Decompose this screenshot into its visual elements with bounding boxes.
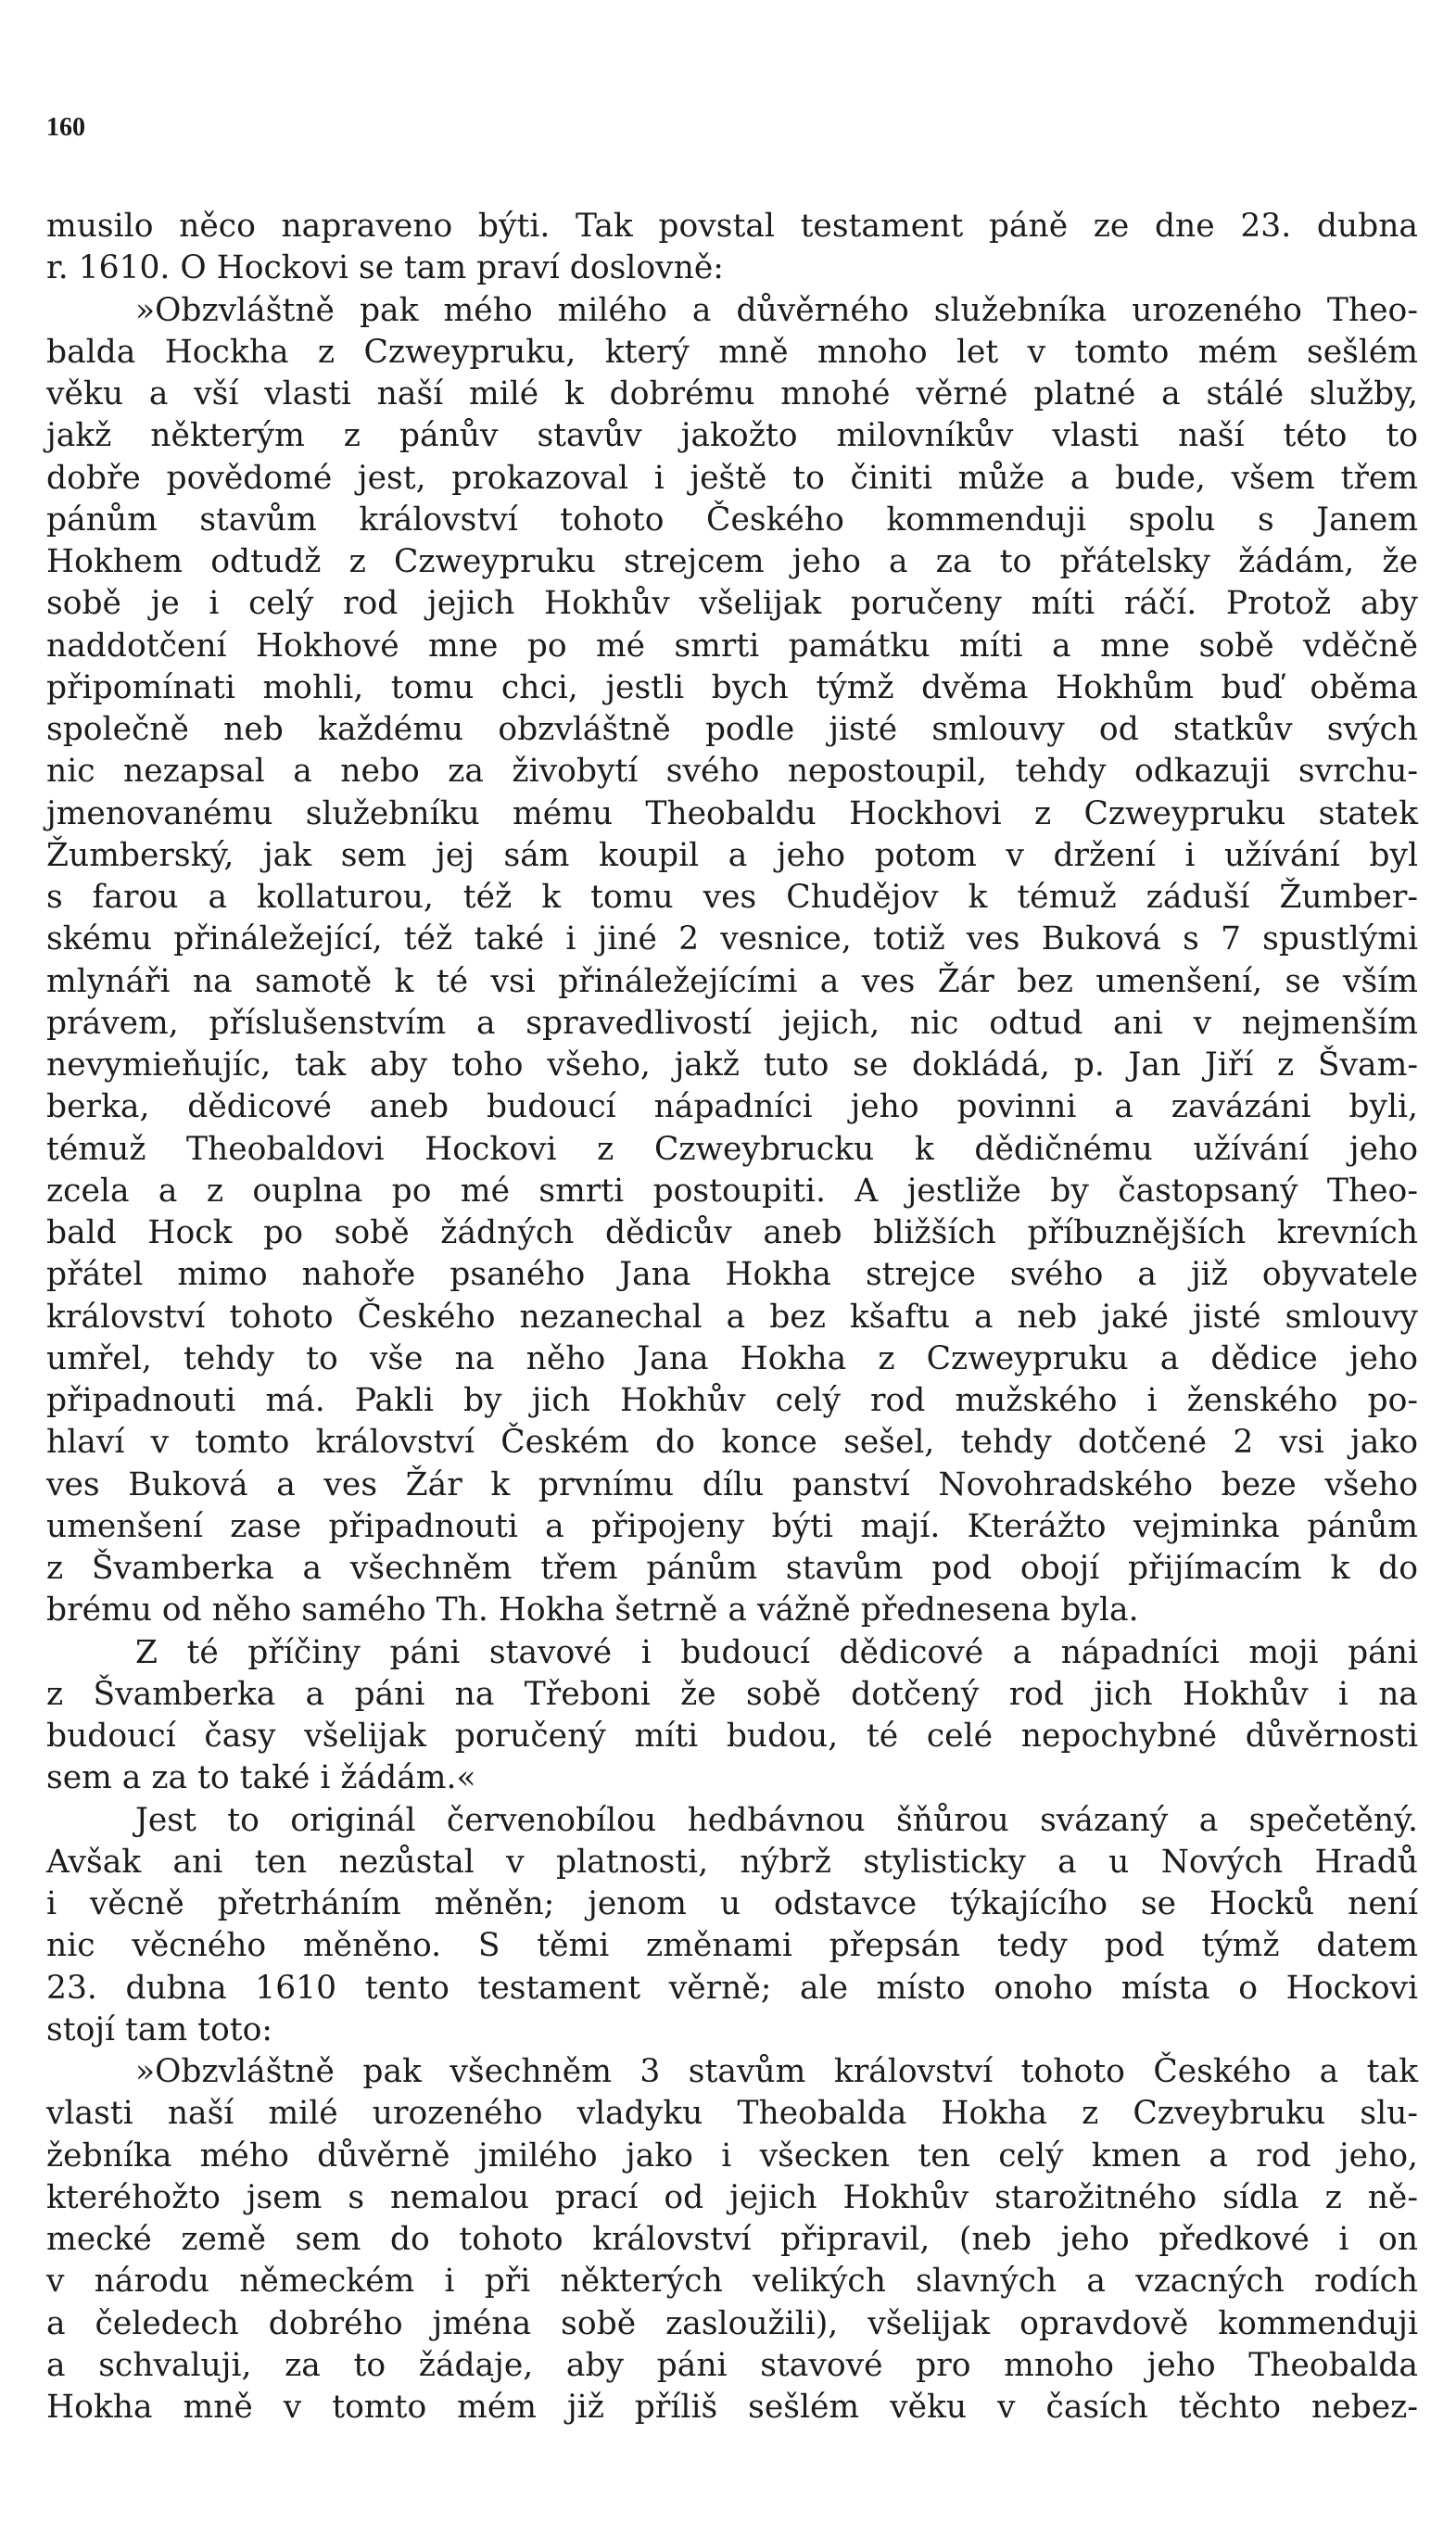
text-line: mecké země sem do tohoto království připravil, (neb jeho předkové i on	[46, 2221, 1418, 2258]
text-line: Z té příčiny páni stavové i budoucí dědicové a nápadníci moji páni	[135, 1633, 1418, 1671]
text-line: brému od něho samého Th. Hokha šetrně a vážně přednesena byla.	[46, 1591, 1139, 1629]
text-line: z Švamberka a všechněm třem pánům stavům pod obojí přijímacím k do	[46, 1550, 1418, 1587]
text-line: r. 1610. O Hockovi se tam praví doslovně:	[46, 249, 724, 287]
text-line: berka, dědicové aneb budoucí nápadníci jeho povinni a zavázáni byli,	[46, 1088, 1418, 1126]
text-line: umřel, tehdy to vše na něho Jana Hokha z Czweypruku a dědice jeho	[46, 1339, 1418, 1377]
text-line: přátel mimo nahoře psaného Jana Hokha strejce svého a již obyvatele	[46, 1256, 1418, 1294]
page-number: 160	[46, 113, 85, 142]
text-line: království tohoto Českého nezanechal a bez kšaftu a neb jaké jisté smlouvy	[46, 1298, 1418, 1336]
text-line: sobě je i celý rod jejich Hokhův všelijak poručeny míti ráčí. Protož aby	[46, 585, 1418, 623]
text-line: nic nezapsal a nebo za živobytí svého nepostoupil, tehdy odkazuji svrchu-	[46, 753, 1418, 791]
text-line: věku a vší vlasti naší milé k dobrému mnohé věrné platné a stálé služby,	[46, 375, 1418, 412]
text-line: jmenovanému služebníku mému Theobaldu Hockhovi z Czweypruku statek	[46, 794, 1418, 832]
text-line: Žumberský, jak sem jej sám koupil a jeho potom v držení i užívání byl	[46, 836, 1418, 874]
text-line: budoucí časy všelijak poručený míti budou, té celé nepochybné důvěrnosti	[46, 1718, 1418, 1755]
text-line: Jest to originál červenobílou hedbávnou šňůrou svázaný a spečetěný.	[135, 1801, 1418, 1839]
text-line: hlaví v tomto království Českém do konce sešel, tehdy dotčené 2 vsi jako	[46, 1424, 1418, 1462]
text-line: připadnouti má. Pakli by jich Hokhův celý rod mužského i ženského po-	[46, 1382, 1418, 1419]
text-line: a čeledech dobrého jména sobě zasloužili), všelijak opravdově kommenduji	[46, 2304, 1418, 2342]
text-line: nevymieňujíc, tak aby toho všeho, jakž tuto se dokládá, p. Jan Jiří z Švam-	[46, 1046, 1418, 1084]
text-line: pánům stavům království tohoto Českého kommenduji spolu s Janem	[46, 501, 1418, 539]
text-line: sem a za to také i žádám.«	[46, 1759, 476, 1797]
text-line: nic věcného měněno. S těmi změnami přepsán tedy pod týmž datem	[46, 1927, 1418, 1965]
text-line: stojí tam toto:	[46, 2010, 273, 2048]
text-line: mlynáři na samotě k té vsi přináležejícími a ves Žár bez umenšení, se vším	[46, 962, 1418, 1000]
text-line: vlasti naší milé urozeného vladyku Theobalda Hokha z Czveybruku slu-	[46, 2095, 1418, 2133]
text-line: kteréhožto jsem s nemalou prací od jejich Hokhův starožitného sídla z ně-	[46, 2178, 1418, 2216]
text-line: Hokha mně v tomto mém již příliš sešlém věku v časích těchto nebez-	[46, 2389, 1418, 2426]
text-line: bald Hock po sobě žádných dědicův aneb bližších příbuznějších krevních	[46, 1214, 1418, 1251]
text-line: »Obzvláštně pak všechněm 3 stavům království tohoto Českého a tak	[135, 2053, 1418, 2090]
text-line: skému přináležející, též také i jiné 2 vesnice, totiž ves Buková s 7 spustlými	[46, 920, 1418, 958]
text-line: společně neb každému obzvláštně podle jisté smlouvy od statkův svých	[46, 711, 1418, 748]
text-line: v národu německém i při některých velikých slavných a vzacných rodích	[46, 2263, 1418, 2301]
text-line: umenšení zase připadnouti a připojeny býti mají. Kterážto vejminka pánům	[46, 1507, 1418, 1545]
text-line: právem, příslušenstvím a spravedlivostí jejich, nic odtud ani v nejmenším	[46, 1004, 1418, 1042]
text-line: Hokhem odtudž z Czweypruku strejcem jeho a za to přátelsky žádám, že	[46, 543, 1418, 580]
text-line: z Švamberka a páni na Třeboni že sobě dotčený rod jich Hokhův i na	[46, 1675, 1418, 1713]
text-line: Avšak ani ten nezůstal v platnosti, nýbrž stylisticky a u Nových Hradů	[46, 1843, 1418, 1881]
text-line: dobře povědomé jest, prokazoval i ještě to činiti může a bude, všem třem	[46, 459, 1418, 497]
text-line: ves Buková a ves Žár k prvnímu dílu panství Novohradského beze všeho	[46, 1465, 1418, 1503]
text-line: s farou a kollaturou, též k tomu ves Chudějov k témuž záduší Žumber-	[46, 879, 1418, 916]
text-line: »Obzvláštně pak mého milého a důvěrného služebníka urozeného Theo-	[135, 291, 1418, 329]
text-line: zcela a z ouplna po mé smrti postoupiti. A jestliže by častopsaný Theo-	[46, 1172, 1418, 1210]
body-text	[46, 206, 1418, 2428]
text-line: připomínati mohli, tomu chci, jestli bych týmž dvěma Hokhům buď oběma	[46, 668, 1418, 706]
text-line: jakž některým z pánův stavův jakožto milovníkův vlasti naší této to	[46, 417, 1418, 455]
text-line: 23. dubna 1610 tento testament věrně; ale místo onoho místa o Hockovi	[46, 1969, 1418, 2007]
text-line: a schvaluji, za to žádaje, aby páni stavové pro mnoho jeho Theobalda	[46, 2346, 1418, 2384]
text-line: témuž Theobaldovi Hockovi z Czweybrucku k dědičnému užívání jeho	[46, 1130, 1418, 1168]
text-line: i věcně přetrháním měněn; jenom u odstavce týkajícího se Hocků není	[46, 1885, 1418, 1922]
text-line: žebníka mého důvěrně jmilého jako i všecken ten celý kmen a rod jeho,	[46, 2137, 1418, 2175]
text-line: balda Hockha z Czweypruku, který mně mnoho let v tomto mém sešlém	[46, 333, 1418, 371]
text-line: naddotčení Hokhové mne po mé smrti památku míti a mne sobě vděčně	[46, 627, 1418, 665]
text-line: musilo něco napraveno býti. Tak povstal testament páně ze dne 23. dubna	[46, 208, 1418, 245]
